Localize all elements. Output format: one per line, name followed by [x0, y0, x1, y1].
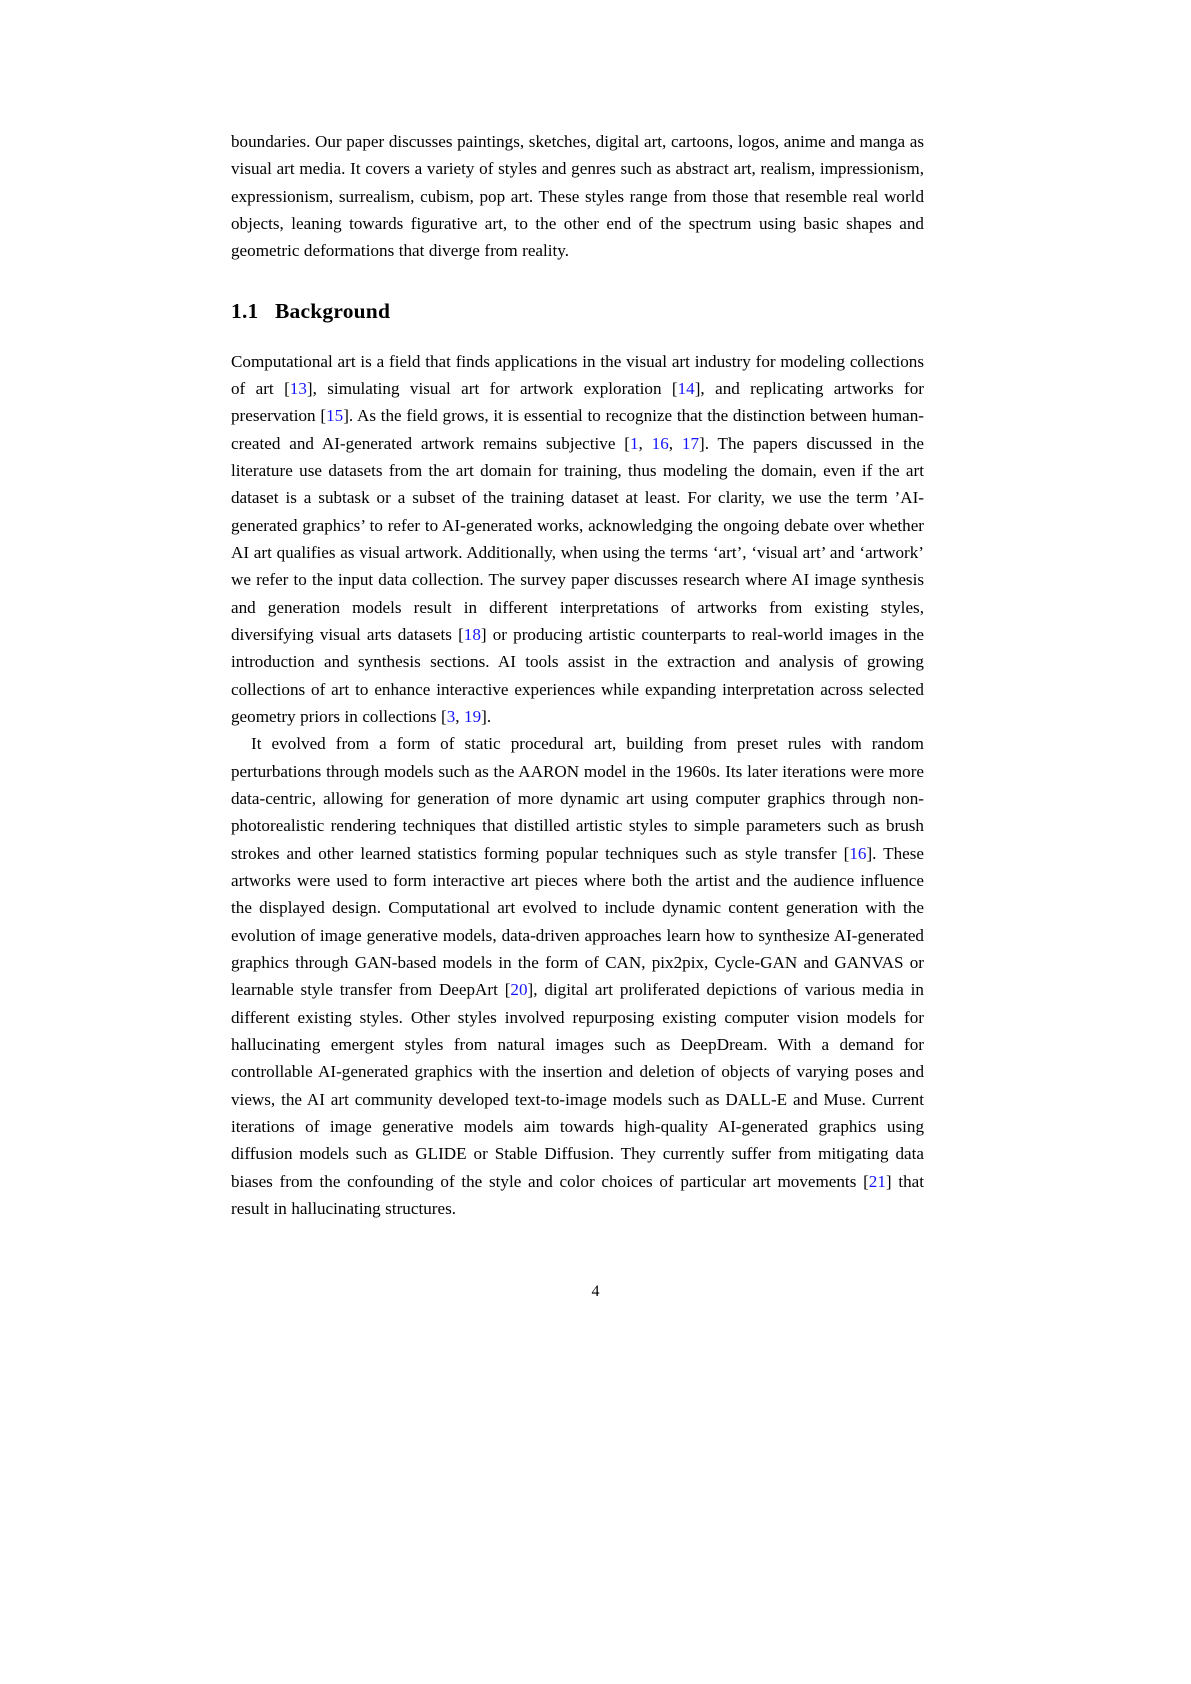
- section-heading-background: [231, 299, 924, 325]
- section-title: Background: [275, 298, 391, 323]
- text-run: ] or producing artistic counterparts to real-world images in the introduction and synthesis sections. AI tools assist in the extraction and analysis of growing collections of art to enhance interactive experiences while expanding interpretation across selected geometry priors in collections [: [231, 624, 924, 726]
- citation-link-20[interactable]: 20: [510, 980, 528, 1000]
- citation-link-19[interactable]: 19: [464, 706, 482, 726]
- page-text-block: [231, 128, 924, 1223]
- paragraph-it-evolved: [231, 730, 924, 1222]
- text-run: ]. The papers discussed in the literature use datasets from the art domain for training, thus modeling the domain, even if the art dataset is a subtask or a subset of the training dataset at least. For clarity, we use the term ’AI-generated graphics’ to refer to AI-generated works, acknowledging the ongoing debate over whether AI art qualifies as visual artwork. Additionally, when using the terms ‘art’, ‘visual art’ and ‘artwork’ we refer to the input data collection. The survey paper discusses research where AI image synthesis and generation models result in different interpretations of artworks from existing styles, diversifying visual arts datasets [: [231, 433, 924, 644]
- spacer-before-heading: [231, 265, 924, 299]
- citation-link-1[interactable]: 1: [629, 433, 639, 453]
- citation-link-14[interactable]: 14: [677, 378, 695, 398]
- citation-link-3[interactable]: 3: [446, 706, 456, 726]
- citation-link-17[interactable]: 17: [681, 433, 700, 453]
- text-run: ]. These artworks were used to form interactive art pieces where both the artist and the audience influence the displayed design. Computational art evolved to include dynamic content generation with the evolution of image generative models, data-driven approaches learn how to synthesize AI-generated graphics through GAN-based models in the form of CAN, pix2pix, Cycle-GAN and GANVAS or learnable style transfer from DeepArt [: [231, 843, 924, 1000]
- text-run: ], digital art proliferated depictions of various media in different existing styles. Other styles involved repurposing existing computer vision models for hallucinating emergent styles from natural images such as DeepDream. With a demand for controllable AI-generated graphics with the insertion and deletion of objects of varying poses and views, the AI art community developed text-to-image models such as DALL-E and Muse. Current iterations of image generative models aim towards high-quality AI-generated graphics using diffusion models such as GLIDE or Stable Diffusion. They currently suffer from mitigating data biases from the confounding of the style and color choices of particular art movements [: [231, 980, 924, 1191]
- citation-link-15[interactable]: 15: [326, 406, 344, 426]
- page-number: 4: [591, 1283, 600, 1300]
- spacer-after-heading: [231, 325, 924, 348]
- section-number: 1.1: [231, 298, 259, 323]
- citation-link-13[interactable]: 13: [289, 378, 307, 398]
- text-run: Computational art is a field that finds applications in the visual art industry for modeling collections of art [: [231, 351, 924, 398]
- text-run: It evolved from a form of static procedural art, building from preset rules with random perturbations through models such as the AARON model in the 1960s. Its later iterations were more data-centric, allowing for generation of more dynamic art using computer graphics through non-photorealistic rendering techniques that distilled artistic styles to simple parameters such as brush strokes and other learned statistics forming popular techniques such as style transfer [: [231, 734, 924, 863]
- paragraph-boundaries: boundaries. Our paper discusses paintings, sketches, digital art, cartoons, logos, anime and manga as visual art media. It covers a variety of styles and genres such as abstract art, realism, impressionism, expressionism, surrealism, cubism, pop art. These styles range from those that resemble real world objects, leaning towards figurative art, to the other end of the spectrum using basic shapes and geometric deformations that diverge from reality.: [231, 132, 924, 261]
- citation-link-16b[interactable]: 16: [849, 843, 867, 863]
- text-run: ], simulating visual art for artwork exploration [: [306, 378, 678, 398]
- text-run: ,: [668, 433, 682, 453]
- citation-link-16[interactable]: 16: [651, 433, 669, 453]
- text-run: ,: [455, 706, 465, 726]
- text-run: ] that result in hallucinating structures.: [231, 1171, 924, 1219]
- text-run: ,: [638, 433, 652, 453]
- citation-link-18[interactable]: 18: [463, 624, 481, 644]
- citation-link-21[interactable]: 21: [868, 1171, 886, 1191]
- paragraph-computational-art: [231, 348, 924, 731]
- text-run: ].: [481, 706, 492, 726]
- text-run: ], and replicating artworks for preservation [: [231, 378, 924, 426]
- text-run: ]. As the field grows, it is essential to recognize that the distinction between human-created and AI-generated artwork remains subjective [: [231, 406, 924, 453]
